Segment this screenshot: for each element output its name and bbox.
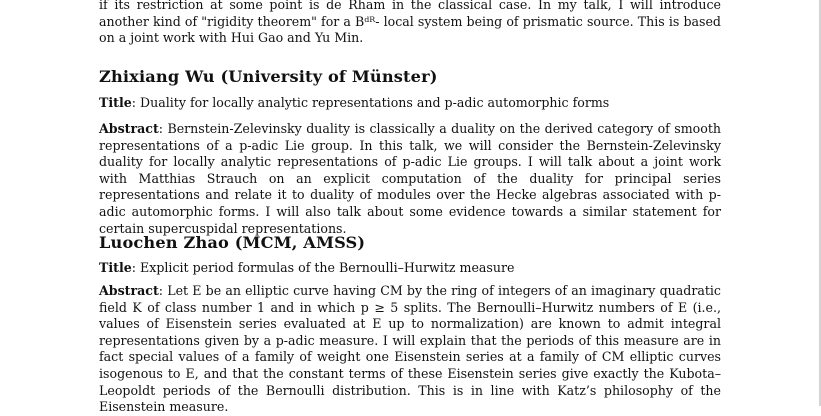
talk-abstract-wu <box>99 121 721 237</box>
abstract-text: : Bernstein-Zelevinsky duality is classically a duality on the derived category of smooth representations of a p-adic Lie group. In this talk, we will consider the Bernstein-Zelevinsky duality for locally analytic representations of p-adic Lie groups. I will talk about a joint work with Matthias Strauch on an explicit computation of the duality for principal series representations and relate it to duality of modules over the Hecke algebras associated with p-adic automorphic forms. I will also talk about some evidence towards a similar statement for certain supercuspidal representations. <box>99 121 721 236</box>
title-label: Title <box>99 95 132 110</box>
abstract-text: : Let E be an elliptic curve having CM by the ring of integers of an imaginary quadratic field K of class number 1 and in which p ≥ 5 splits. The Bernoulli–Hurwitz numbers of E (i.e., values of Eisenstein series evaluated at E up to normalization) are known to admit integral representations given by a p-adic measure. I will explain that the periods of this measure are in fact special values of a family of weight one Eisenstein series at a family of CM elliptic curves isogenous to E, and that the constant terms of these Eisenstein series give exactly the Kubota–Leopoldt periods of the Bernoulli distribution. This is in line with Katz’s philosophy of the Eisenstein measure. <box>99 283 721 415</box>
abstract-label: Abstract <box>99 283 159 298</box>
talk-abstract-zhao <box>99 283 721 416</box>
title-label: Title <box>99 260 132 275</box>
talk-title-wu <box>99 95 721 112</box>
intro-text: if its restriction at some point is de Rham in the classical case. In my talk, I will introduce another kind of "rigidity theorem" for a Bᵈᴿ- local system being of prismatic source. This is based on a joint work with Hui Gao and Yu Min. <box>99 0 721 46</box>
talk-heading-wu: Zhixiang Wu (University of Münster) <box>99 67 438 86</box>
talk-heading-zhao: Luochen Zhao (MCM, AMSS) <box>99 233 366 252</box>
abstract-label: Abstract <box>99 121 159 136</box>
talk-title-zhao <box>99 260 721 277</box>
intro-paragraph <box>99 0 721 47</box>
title-text: : Explicit period formulas of the Bernoulli–Hurwitz measure <box>131 260 515 275</box>
title-text: : Duality for locally analytic representations and p-adic automorphic forms <box>131 95 610 110</box>
